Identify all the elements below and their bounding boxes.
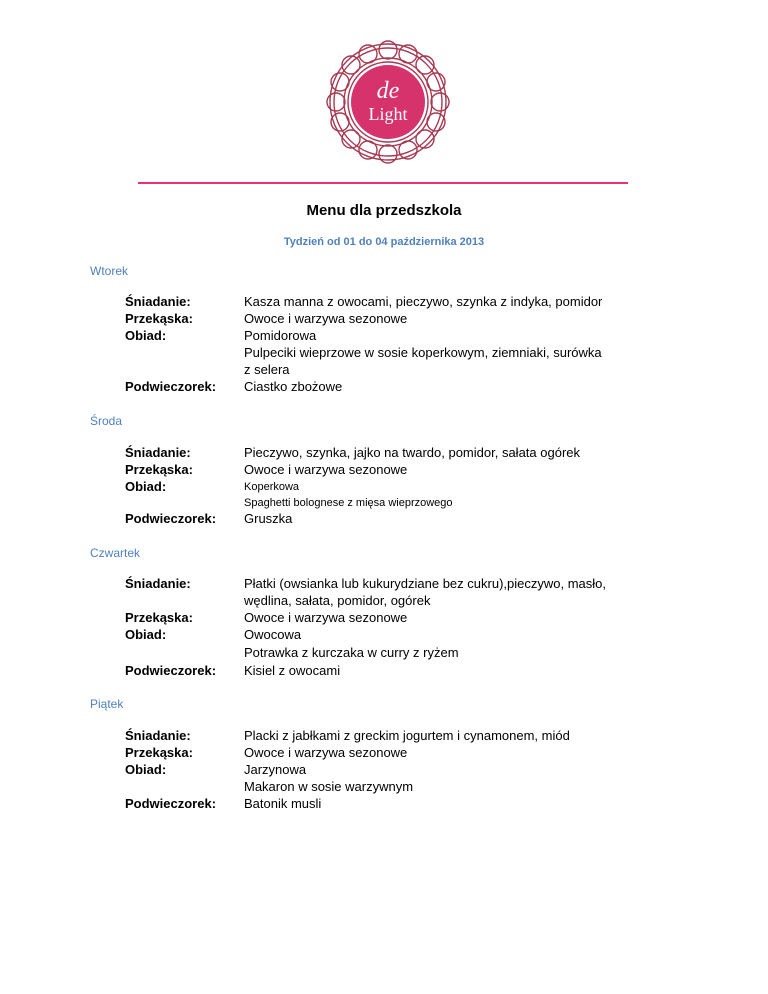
header-divider — [138, 182, 628, 184]
logo-text-bottom: Light — [368, 104, 408, 124]
page-title: Menu dla przedszkola — [306, 202, 462, 219]
friday-lunch-soup: Jarzynowa — [244, 762, 307, 777]
label-snack: Przekąska: — [125, 610, 193, 625]
day-heading-wednesday: Środa — [90, 414, 123, 428]
label-snack: Przekąska: — [125, 745, 193, 760]
tuesday-lunch-main: Pulpeciki wieprzowe w sosie koperkowym, ziemniaki, surówka — [244, 345, 602, 360]
label-snack: Przekąska: — [125, 311, 193, 326]
friday-lunch-main: Makaron w sosie warzywnym — [244, 779, 414, 794]
day-heading-friday: Piątek — [90, 697, 124, 711]
lace-doily-icon — [326, 40, 450, 164]
label-snack: Przekąska: — [125, 462, 193, 477]
wednesday-lunch-soup: Koperkowa — [244, 481, 300, 493]
thursday-lunch-soup: Owocowa — [244, 627, 302, 642]
label-lunch: Obiad: — [125, 328, 167, 343]
label-breakfast: Śniadanie: — [125, 294, 191, 309]
wednesday-snack: Owoce i warzywa sezonowe — [244, 462, 408, 477]
label-lunch: Obiad: — [125, 627, 167, 642]
day-heading-tuesday: Wtorek — [90, 264, 129, 278]
tuesday-lunch-soup: Pomidorowa — [244, 328, 317, 343]
thursday-lunch-main: Potrawka z kurczaka w curry z ryżem — [244, 645, 459, 660]
label-breakfast: Śniadanie: — [125, 576, 191, 591]
tuesday-lunch-main-cont: z selera — [244, 362, 290, 377]
friday-snack: Owoce i warzywa sezonowe — [244, 745, 408, 760]
day-heading-thursday: Czwartek — [90, 546, 141, 560]
friday-breakfast: Placki z jabłkami z greckim jogurtem i cynamonem, miód — [244, 728, 570, 743]
label-breakfast: Śniadanie: — [125, 445, 191, 460]
thursday-breakfast-cont: wędlina, sałata, pomidor, ogórek — [244, 593, 431, 608]
thursday-snack: Owoce i warzywa sezonowe — [244, 610, 408, 625]
label-lunch: Obiad: — [125, 479, 167, 494]
logo-text-top: de — [376, 78, 400, 104]
wednesday-afternoon: Gruszka — [244, 511, 293, 526]
tuesday-breakfast: Kasza manna z owocami, pieczywo, szynka z indyka, pomidor — [244, 294, 603, 309]
label-afternoon: Podwieczorek: — [125, 379, 217, 394]
thursday-afternoon: Kisiel z owocami — [244, 663, 341, 678]
page-subtitle: Tydzień od 01 do 04 października 2013 — [283, 236, 485, 248]
label-breakfast: Śniadanie: — [125, 728, 191, 743]
label-afternoon: Podwieczorek: — [125, 511, 217, 526]
friday-afternoon: Batonik musli — [244, 796, 322, 811]
label-lunch: Obiad: — [125, 762, 167, 777]
wednesday-lunch-main: Spaghetti bolognese z mięsa wieprzowego — [244, 497, 453, 509]
delight-logo — [326, 40, 450, 164]
label-afternoon: Podwieczorek: — [125, 663, 217, 678]
tuesday-snack: Owoce i warzywa sezonowe — [244, 311, 408, 326]
label-afternoon: Podwieczorek: — [125, 796, 217, 811]
thursday-breakfast: Płatki (owsianka lub kukurydziane bez cukru),pieczywo, masło, — [244, 576, 606, 591]
tuesday-afternoon: Ciastko zbożowe — [244, 379, 343, 394]
wednesday-breakfast: Pieczywo, szynka, jajko na twardo, pomidor, sałata ogórek — [244, 445, 581, 460]
